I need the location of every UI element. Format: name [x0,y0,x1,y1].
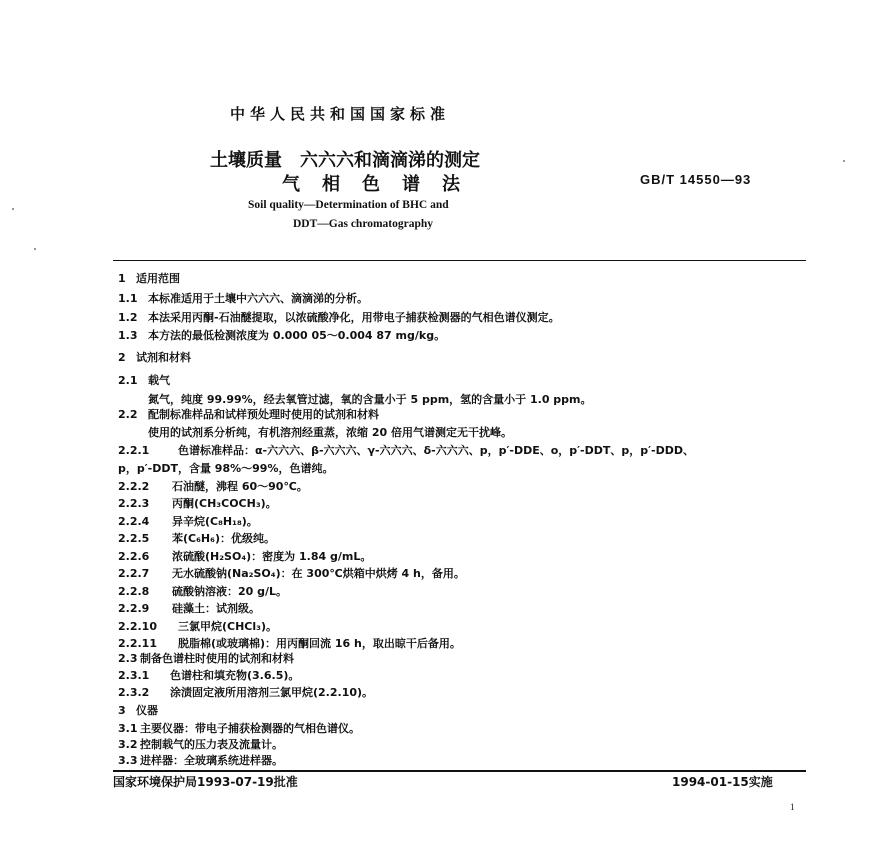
clause-number: 2.3.2 [118,686,150,699]
clause-text: 浓硫酸(H₂SO₄)：密度为 1.84 g/mL。 [172,550,372,563]
clause-number: 2.3.1 [118,669,150,682]
clause-number: 2.2.3 [118,497,150,510]
footer-rule [113,770,806,772]
clause-text: 主要仪器：带电子捕获检测器的气相色谱仪。 [140,722,360,735]
scan-speck [12,208,14,210]
clause-number: 3.3 [118,754,138,767]
clause-number: 3.1 [118,722,138,735]
clause-number: 2.1 [118,374,138,387]
clause-text: 苯(C₆H₆)：优级纯。 [172,532,275,545]
clause-number: 3.2 [118,738,138,751]
clause-text: 本标准适用于土壤中六六六、滴滴涕的分析。 [148,292,368,305]
clause-number: 2.2.6 [118,550,150,563]
title-line-1: 土壤质量 六六六和滴滴涕的测定 [210,150,480,171]
implementation-date: 1994-01-15实施 [672,775,773,789]
clause-number: 2.2.8 [118,585,150,598]
clause-number: 2.2.2 [118,480,150,493]
page-number: 1 [790,802,795,812]
clause-text: 本方法的最低检测浓度为 0.000 05～0.004 87 mg/kg。 [148,329,446,342]
clause-text: 无水硫酸钠(Na₂SO₄)：在 300℃烘箱中烘烤 4 h，备用。 [172,567,465,580]
national-standard-heading: 中华人民共和国国家标准 [230,105,451,123]
clause-number: 2.2.4 [118,515,150,528]
scan-speck [34,248,36,250]
clause-text: 丙酮(CH₃COCH₃)。 [172,497,277,510]
clause-text: 硫酸钠溶液：20 g/L。 [172,585,288,598]
clause-number: 1.2 [118,311,138,324]
clause-number: 2.2.5 [118,532,150,545]
clause-text: 色谱柱和填充物(3.6.5)。 [170,669,300,682]
clause-text: 载气 [148,374,170,387]
clause-text: 试剂和材料 [136,351,191,364]
clause-number: 2.2.10 [118,620,157,633]
approval-date: 国家环境保护局1993-07-19批准 [113,775,298,789]
clause-text: 配制标准样品和试样预处理时使用的试剂和材料 [148,408,379,421]
clause-number: 2.3 [118,652,138,665]
clause-text: 石油醚，沸程 60～90℃。 [172,480,308,493]
clause-number: 1.3 [118,329,138,342]
clause-text: 进样器：全玻璃系统进样器。 [140,754,283,767]
clause-text: 三氯甲烷(CHCl₃)。 [178,620,277,633]
clause-number: 3 [118,704,126,717]
english-title-line-1: Soil quality—Determination of BHC and [248,199,449,211]
scan-speck [843,160,845,162]
top-rule [113,260,806,261]
clause-number: 2.2 [118,408,138,421]
clause-text: 适用范围 [136,272,180,285]
clause-text: 色谱标准样品：α-六六六、β-六六六、γ-六六六、δ-六六六、p，p′-DDE、o，p′-DDT、p，p′-DDD、 [178,444,694,457]
clause-text: 使用的试剂系分析纯，有机溶剂经重蒸，浓缩 20 倍用气谱测定无干扰峰。 [148,426,512,439]
clause-text: 涂渍固定液所用溶剂三氯甲烷(2.2.10)。 [170,686,374,699]
clause-text: 异辛烷(C₈H₁₈)。 [172,515,258,528]
clause-number: 2.2.11 [118,637,157,650]
english-title-line-2: DDT—Gas chromatography [293,218,434,230]
clause-text: 制备色谱柱时使用的试剂和材料 [140,652,294,665]
clause-text: 仪器 [136,704,158,717]
clause-text: 控制载气的压力表及流量计。 [140,738,283,751]
clause-number: 2.2.1 [118,444,150,457]
clause-number: 1 [118,272,126,285]
clause-text: p，p′-DDT，含量 98%～99%，色谱纯。 [118,462,334,475]
clause-text: 脱脂棉(或玻璃棉)：用丙酮回流 16 h，取出晾干后备用。 [178,637,461,650]
clause-number: 2.2.9 [118,602,150,615]
clause-text: 硅藻土：试剂级。 [172,602,260,615]
clause-number: 2.2.7 [118,567,150,580]
title-line-2: 气相色谱法 [282,174,482,195]
clause-number: 1.1 [118,292,138,305]
standard-code: GB/T 14550—93 [640,172,752,187]
clause-number: 2 [118,351,126,364]
clause-text: 氮气，纯度 99.99%，经去氧管过滤，氧的含量小于 5 ppm，氢的含量小于 1.0 ppm。 [148,393,592,406]
clause-text: 本法采用丙酮-石油醚提取，以浓硫酸净化，用带电子捕获检测器的气相色谱仪测定。 [148,311,560,324]
